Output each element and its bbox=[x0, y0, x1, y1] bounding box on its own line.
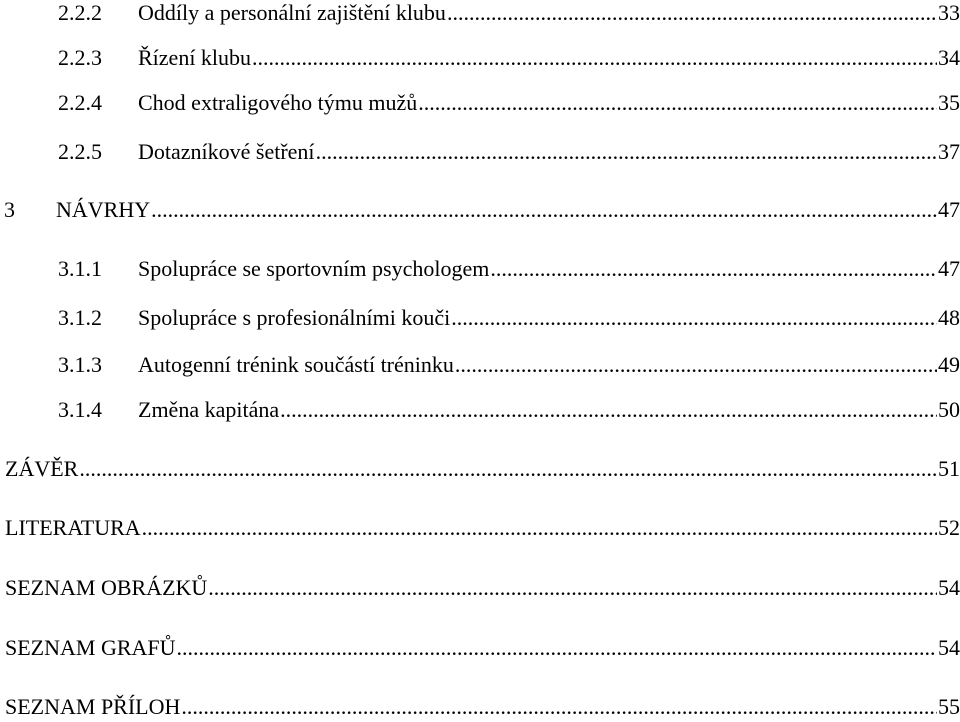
toc-entry[interactable] bbox=[58, 352, 960, 378]
toc-entry[interactable] bbox=[58, 0, 960, 26]
toc-entry-title: LITERATURA bbox=[5, 515, 141, 540]
dot-leader bbox=[79, 456, 937, 482]
toc-entry-unnumbered[interactable] bbox=[5, 694, 960, 720]
toc-entry-page: 55 bbox=[938, 694, 960, 719]
dot-leader bbox=[181, 694, 937, 720]
dot-leader bbox=[208, 575, 937, 601]
toc-entry-page: 52 bbox=[938, 515, 960, 540]
toc-entry-unnumbered[interactable] bbox=[5, 635, 960, 661]
toc-entry-page: 47 bbox=[938, 197, 960, 222]
dot-leader bbox=[151, 197, 937, 223]
toc-entry-unnumbered[interactable] bbox=[5, 515, 960, 541]
toc-entry[interactable] bbox=[58, 397, 960, 423]
toc-entry-title: Řízení klubu bbox=[138, 45, 252, 70]
toc-entry-title: Spolupráce se sportovním psychologem bbox=[138, 256, 490, 281]
toc-entry[interactable] bbox=[58, 256, 960, 282]
toc-entry-page: 49 bbox=[938, 352, 960, 377]
toc-entry-title: SEZNAM OBRÁZKŮ bbox=[5, 575, 208, 600]
toc-entry-title: Chod extraligového týmu mužů bbox=[138, 90, 418, 115]
dot-leader bbox=[418, 90, 937, 116]
toc-entry-title: Spolupráce s profesionálními kouči bbox=[138, 305, 451, 330]
dot-leader bbox=[177, 635, 937, 661]
toc-entry-page: 54 bbox=[938, 575, 960, 600]
toc-entry[interactable] bbox=[58, 90, 960, 116]
dot-leader bbox=[447, 0, 937, 26]
toc-entry-title: NÁVRHY bbox=[56, 197, 151, 222]
toc-entry-page: 35 bbox=[938, 90, 960, 115]
dot-leader bbox=[316, 139, 937, 165]
toc-entry-page: 48 bbox=[938, 305, 960, 330]
toc-entry[interactable] bbox=[58, 45, 960, 71]
toc-entry-number: 3.1.3 bbox=[58, 352, 102, 377]
toc-entry-page: 50 bbox=[938, 397, 960, 422]
toc-entry-page: 33 bbox=[938, 0, 960, 25]
toc-entry-page: 54 bbox=[938, 635, 960, 660]
dot-leader bbox=[252, 45, 937, 71]
toc-entry-title: SEZNAM GRAFŮ bbox=[5, 635, 176, 660]
dot-leader bbox=[142, 515, 937, 541]
toc-entry-number: 2.2.3 bbox=[58, 45, 102, 70]
toc-entry-number: 2.2.5 bbox=[58, 139, 102, 164]
toc-entry-title: Dotazníkové šetření bbox=[138, 139, 315, 164]
toc-entry-number: 3.1.1 bbox=[58, 256, 102, 281]
toc-entry-unnumbered[interactable] bbox=[5, 456, 960, 482]
toc-entry-number: 2.2.4 bbox=[58, 90, 102, 115]
toc-entry-title: ZÁVĚR bbox=[5, 456, 79, 481]
toc-entry[interactable] bbox=[58, 139, 960, 165]
toc-entry-title: Oddíly a personální zajištění klubu bbox=[138, 0, 446, 25]
toc-entry-chapter[interactable] bbox=[4, 197, 960, 223]
toc-entry-title: SEZNAM PŘÍLOH bbox=[5, 694, 181, 719]
toc-entry[interactable] bbox=[58, 305, 960, 331]
toc-entry-number: 3 bbox=[4, 197, 15, 222]
toc-entry-page: 37 bbox=[938, 139, 960, 164]
toc-entry-page: 51 bbox=[938, 456, 960, 481]
toc-entry-unnumbered[interactable] bbox=[5, 575, 960, 601]
dot-leader bbox=[455, 352, 937, 378]
toc-entry-number: 3.1.4 bbox=[58, 397, 102, 422]
toc-entry-title: Změna kapitána bbox=[138, 397, 280, 422]
dot-leader bbox=[280, 397, 937, 423]
toc-entry-title: Autogenní trénink součástí tréninku bbox=[138, 352, 454, 377]
dot-leader bbox=[451, 305, 937, 331]
toc-entry-number: 2.2.2 bbox=[58, 0, 102, 25]
toc-entry-page: 34 bbox=[938, 45, 960, 70]
dot-leader bbox=[490, 256, 937, 282]
toc-entry-number: 3.1.2 bbox=[58, 305, 102, 330]
toc-entry-page: 47 bbox=[938, 256, 960, 281]
